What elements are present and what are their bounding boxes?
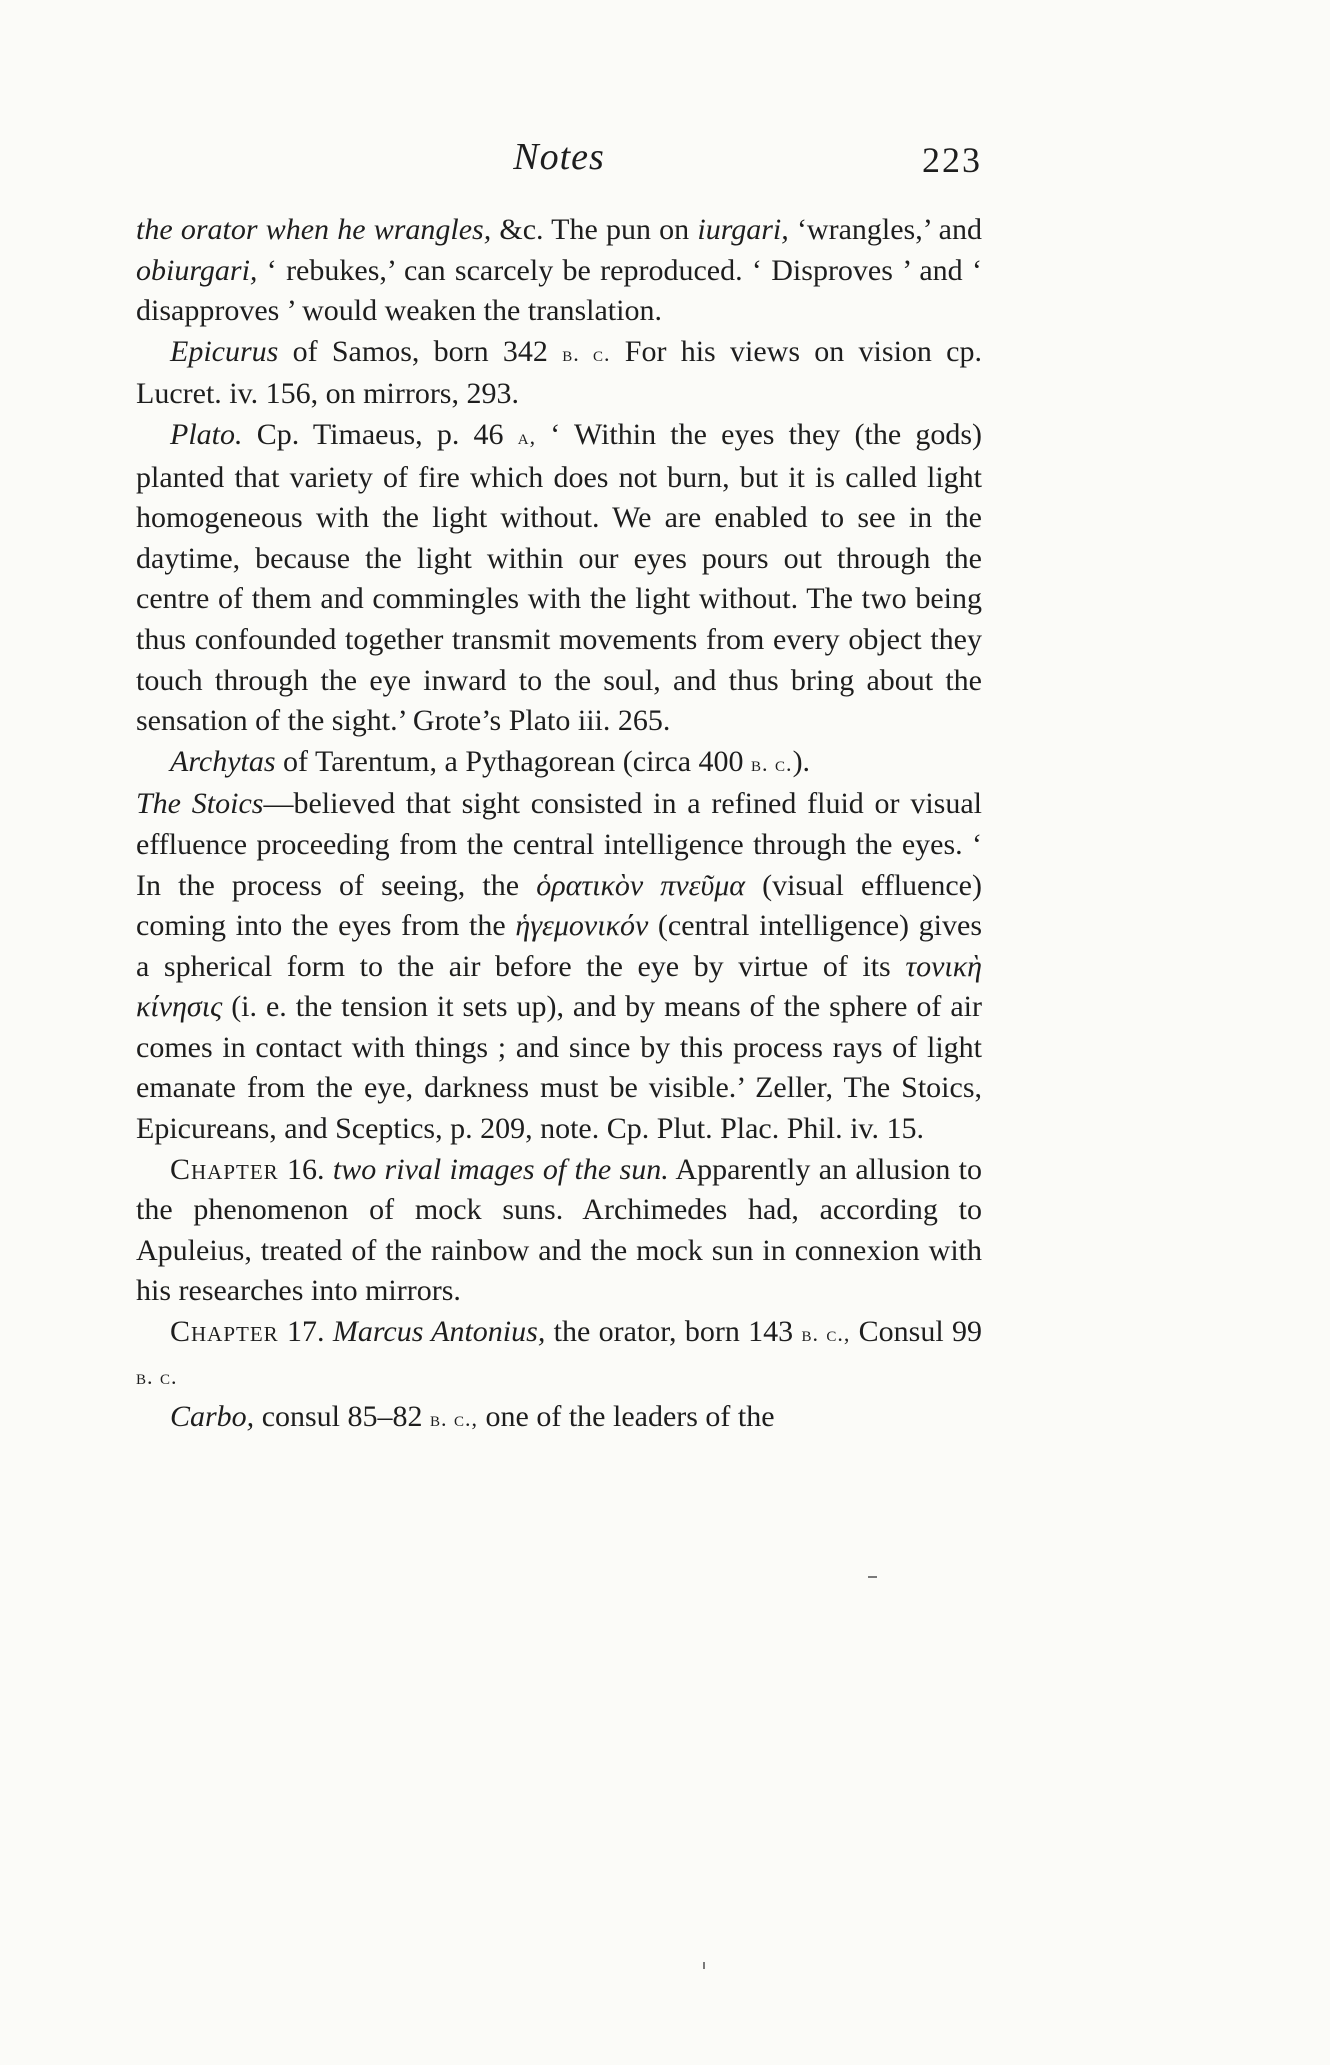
note-term: Marcus Antonius, [332, 1315, 546, 1349]
note-text: (i. e. the tension it sets up), and by means of the sphere of air comes in contact with things ; and since by this process rays of light emanate from the eye, darkness must be visible.’ Zeller, The Stoics, Epicureans, and Sceptics, p. 209, note. Cp. Plut. Plac. Phil. iv. 15. [136, 990, 982, 1146]
note-text: Apparently an allusion to the phenomenon of mock suns. Archimedes had, according to Apuleius, treated of the rainbow and the mock sun in connexion with his researches into mirrors. [136, 1152, 983, 1308]
note-text: the orator, born 143 [545, 1315, 802, 1349]
note-epicurus [136, 332, 982, 415]
note-text: ‘wrangles,’ and [788, 213, 982, 246]
note-term: two rival images of the sun. [332, 1152, 669, 1186]
page-number: 223 [922, 140, 982, 180]
notes-body [136, 210, 982, 1440]
note-text: Consul 99 [850, 1315, 983, 1349]
greek-term: ὁρατικὸν πνεῦμα [536, 868, 746, 902]
chapter-label: Chapter [170, 1315, 279, 1349]
latin-term: iurgari, [697, 213, 789, 246]
note-orator-wrangles [136, 210, 982, 332]
chapter-label: Chapter [170, 1152, 279, 1186]
era-abbrev: b. c., [430, 1406, 479, 1432]
chapter-number: 16. [278, 1152, 333, 1186]
note-term: Epicurus [170, 334, 279, 368]
note-chapter-17 [136, 1312, 982, 1397]
era-abbrev: b. c. [562, 340, 611, 366]
note-archytas [136, 742, 982, 785]
page-header [136, 135, 982, 195]
chapter-number: 17. [278, 1315, 333, 1349]
note-carbo [136, 1397, 982, 1440]
note-text: &c. The pun on [491, 213, 698, 246]
note-term: Archytas [170, 744, 276, 778]
note-text: —believed that sight consisted in a refined fluid or visual effluence proceeding from the central intelligence through the eyes. ‘ In the process of seeing, the [136, 787, 982, 902]
greek-term: τονικὴ κίνησις [136, 949, 982, 1024]
note-text: one of the leaders of the [478, 1400, 775, 1434]
note-text: ). [792, 744, 811, 778]
era-abbrev: b. c. [136, 1363, 178, 1389]
note-text: For his views on vision cp. Lucret. iv. 156, on mirrors, 293. [136, 334, 982, 411]
note-chapter-16 [136, 1150, 982, 1312]
note-term: The Stoics [136, 787, 264, 821]
scan-speck [703, 1962, 705, 1969]
latin-term: obiurgari, [136, 253, 258, 287]
note-term: Carbo, [170, 1400, 255, 1434]
era-abbrev: b. c. [751, 750, 793, 776]
section-letter: a, [517, 423, 537, 449]
era-abbrev: b. c., [801, 1321, 851, 1347]
note-text: ‘ rebukes,’ can scarcely be reproduced. ‘ Disproves ’ and ‘ disapproves ’ would weaken the translation. [136, 253, 982, 328]
note-plato [136, 415, 982, 742]
note-term: the orator when he wrangles, [136, 213, 492, 246]
note-text: of Tarentum, a Pythagorean (circa 400 [275, 744, 752, 778]
note-text: (central intelligence) gives a spherical form to the air before the eye by virtue of its [136, 909, 982, 983]
note-text: of Samos, born 342 [278, 334, 563, 368]
note-text: ‘ Within the eyes they (the gods) planted that variety of fire which does not burn, but it is called light homogeneous with the light without. We are enabled to see in the daytime, because the light within our eyes pours out through the centre of them and commingles with the light without. The two being thus confounded together transmit movements from every object they touch through the eye inward to the soul, and thus bring about the sensation of the sight.’ Grote’s Plato iii. 265. [136, 417, 983, 738]
note-text: Cp. Timaeus, p. 46 [242, 417, 518, 451]
note-term: Plato. [170, 417, 243, 451]
scan-speck [868, 1576, 877, 1578]
note-text: (visual effluence) coming into the eyes from the [136, 868, 982, 943]
greek-term: ἡγεμονικόν [515, 909, 649, 943]
note-text: consul 85–82 [254, 1400, 431, 1434]
running-title: Notes [513, 136, 605, 178]
note-stoics [136, 784, 982, 1149]
